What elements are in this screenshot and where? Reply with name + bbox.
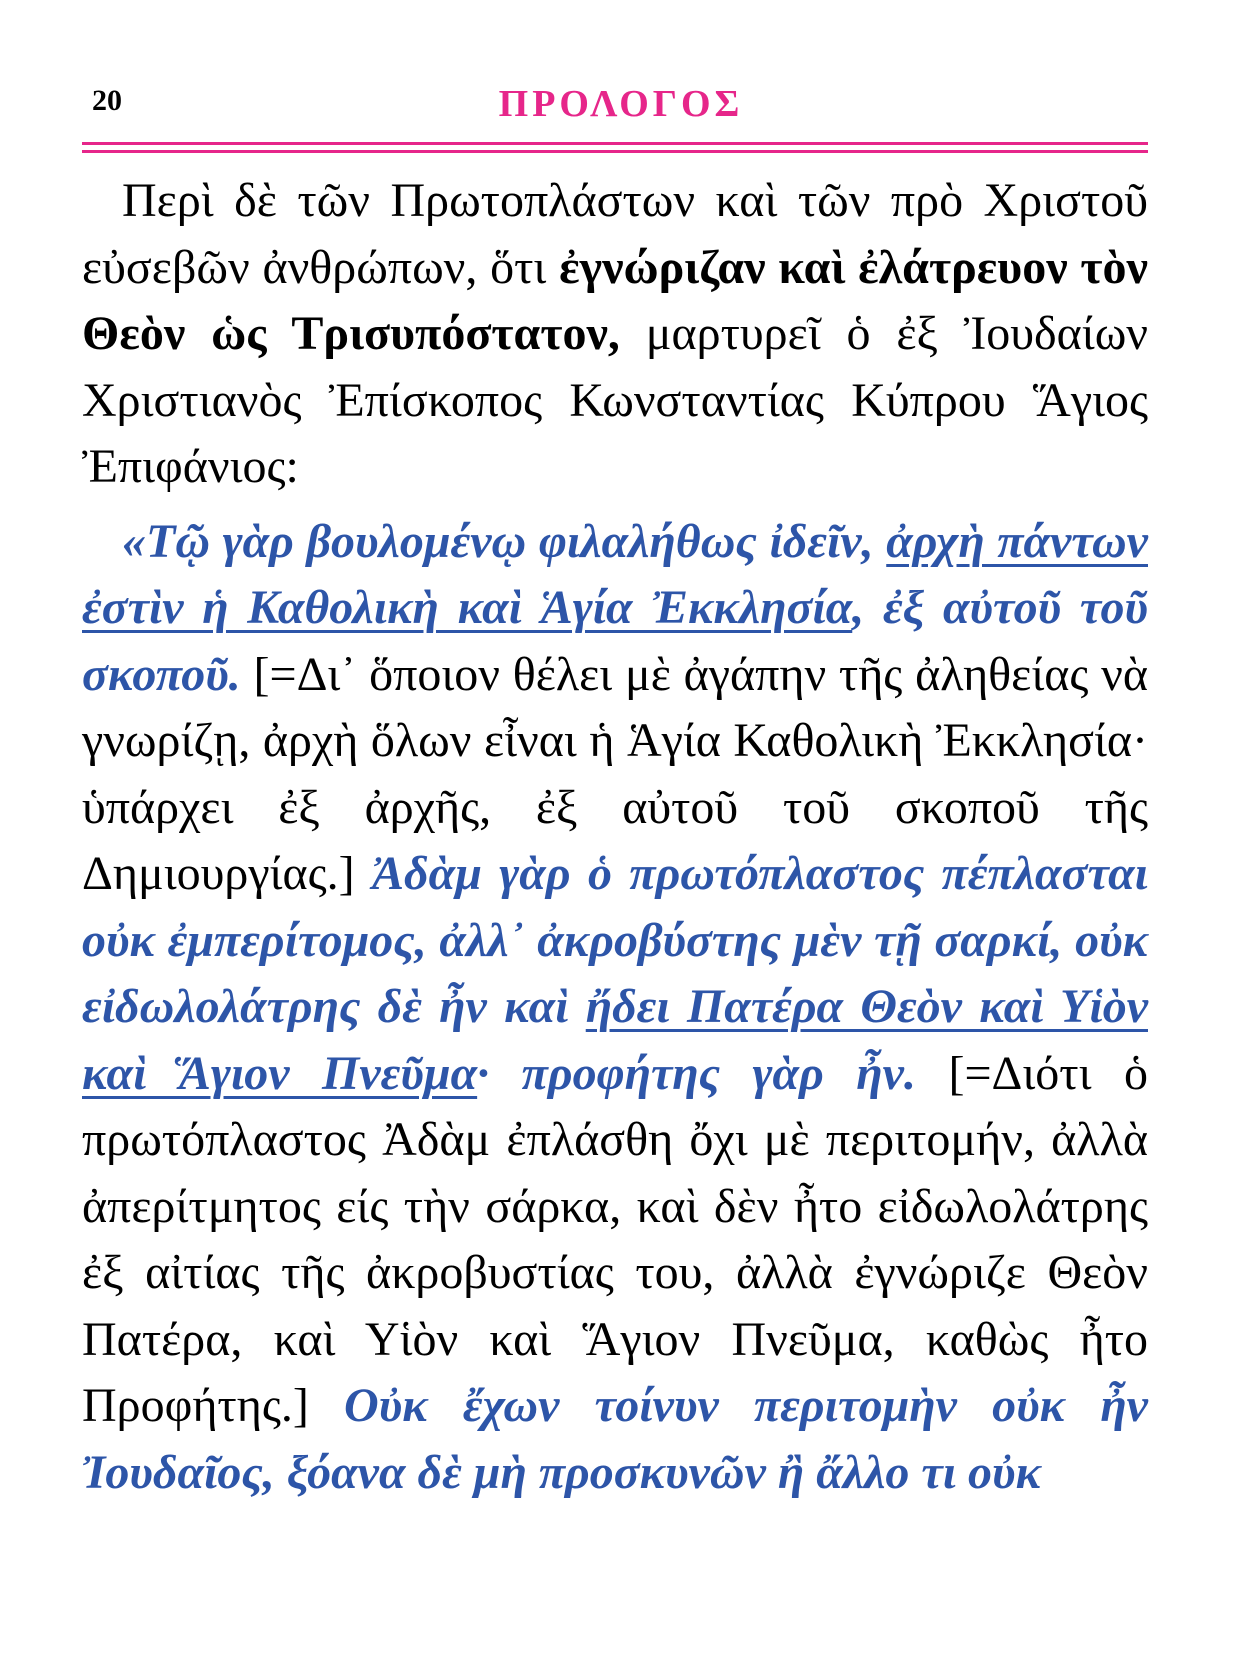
- quote-text: , ἐξ αὐτοῦ τοῦ σκοποῦ.: [82, 581, 1148, 701]
- quote-underlined: ἀρχὴ πάντων ἐστὶν ἡ Καθολικὴ καὶ Ἁγία Ἐκκλησία: [82, 514, 1148, 634]
- paragraph-intro: [82, 168, 1148, 501]
- header-rule-top: [82, 142, 1148, 145]
- intro-emphasis: ἐγνώριζαν καὶ ἐλάτρευον τὸν Θεὸν ὡς Τρισυπόστατον,: [82, 240, 1148, 360]
- running-head: ΠΡΟΛΟΓΟΣ: [498, 83, 744, 125]
- intro-text-cont: μαρτυρεῖ ὁ ἐξ Ἰουδαίων Χριστιανὸς Ἐπίσκοπος Κωνσταντίας Κύπρου Ἅγιος Ἐπιφάνιος:: [82, 307, 1149, 493]
- quote-text: «Τῷ γὰρ βουλομένῳ φιλαλήθως ἰδεῖν,: [122, 514, 887, 568]
- quote-segment-3: Οὐκ ἔχων τοίνυν περιτομὴν οὐκ ἦν Ἰουδαῖος, ξόανα δὲ μὴ προσκυνῶν ἢ ἄλλο τι οὐκ: [82, 1379, 1148, 1499]
- quote-text: · προφήτης γὰρ ἦν.: [477, 1046, 916, 1100]
- page-number: 20: [92, 84, 122, 117]
- translation-2: [=Διότι ὁ πρωτόπλαστος Ἀδὰμ ἐπλάσθη ὄχι μὲ περιτομήν, ἀλλὰ ἀπερίτμητος είς τὴν σάρκα, καὶ δὲν ἦτο εἰδωλολάτρης ἐξ αἰτίας τῆς ἀκροβυστίας του, ἀλλὰ ἐγνώριζε Θεὸν Πατέρα, καὶ Υἱὸν καὶ Ἅγιον Πνεῦμα, καθὼς ἦτο Προφήτης.]: [82, 1046, 1149, 1432]
- quote-text: Ἀδὰμ γὰρ ὁ πρωτόπλαστος πέπλασται οὐκ ἐμπερίτομος, ἀλλ᾽ ἀκροβύστης μὲν τῇ σαρκί, οὐκ εἰδωλολάτρης δὲ ἦν καὶ: [82, 847, 1149, 1033]
- body-text: [82, 168, 1148, 1506]
- paragraph-quote: [82, 509, 1148, 1507]
- quote-underlined: ἤδει Πατέρα Θεὸν καὶ Υἱὸν καὶ Ἅγιον Πνεῦμα: [82, 980, 1148, 1100]
- header-rule-bottom: [82, 150, 1148, 153]
- intro-text: Περὶ δὲ τῶν Πρωτοπλάστων καὶ τῶν πρὸ Χριστοῦ εὐσεβῶν ἀνθρώπων, ὅτι: [82, 174, 1148, 294]
- translation-1: [=Δι᾽ ὅποιον θέλει μὲ ἀγάπην τῆς ἀληθείας νὰ γνωρίζῃ, ἀρχὴ ὅλων εἶναι ἡ Ἁγία Καθολικὴ Ἐκκλησία· ὑπάρχει ἐξ ἀρχῆς, ἐξ αὐτοῦ τοῦ σκοποῦ τῆς Δημιουργίας.]: [82, 647, 1148, 900]
